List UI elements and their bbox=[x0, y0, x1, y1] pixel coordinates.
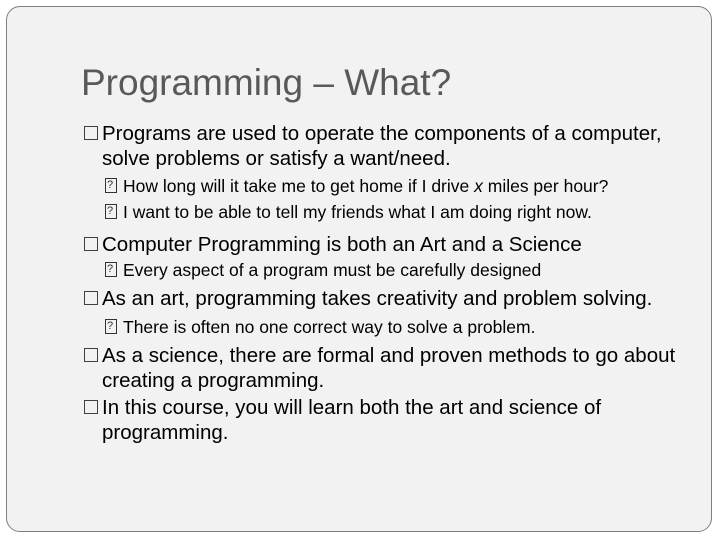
variable-x: x bbox=[474, 176, 483, 196]
sub-list-item bbox=[83, 316, 683, 338]
square-bullet-icon bbox=[84, 237, 98, 251]
square-bullet-icon bbox=[84, 400, 98, 414]
missing-glyph-icon bbox=[105, 319, 117, 334]
list-item bbox=[83, 395, 683, 445]
list-item bbox=[83, 232, 683, 257]
sub-bullet-text: I want to be able to tell my friends what I am doing right now. bbox=[123, 202, 592, 222]
missing-glyph-icon bbox=[105, 204, 117, 219]
sub-bullet-text: Every aspect of a program must be carefully designed bbox=[123, 260, 542, 280]
list-item bbox=[83, 121, 683, 171]
bullet-list bbox=[83, 121, 683, 445]
square-bullet-icon bbox=[84, 291, 98, 305]
square-bullet-icon bbox=[84, 348, 98, 362]
sub-bullet-text bbox=[123, 176, 608, 196]
missing-glyph-icon bbox=[105, 262, 117, 277]
bullet-text: Computer Programming is both an Art and a Science bbox=[102, 233, 582, 256]
square-bullet-icon bbox=[84, 126, 98, 140]
sub-bullet-text-start: How long will it take me to get home if I drive bbox=[123, 176, 475, 196]
bullet-text: Programs are used to operate the components of a computer, solve problems or satisfy a want/need. bbox=[102, 122, 662, 170]
bullet-text: As an art, programming takes creativity and problem solving. bbox=[102, 287, 653, 310]
sub-list-item bbox=[83, 201, 683, 223]
list-item bbox=[83, 286, 683, 311]
sub-bullet-text-end: miles per hour? bbox=[482, 176, 609, 196]
sub-list-item bbox=[83, 175, 683, 197]
missing-glyph-icon bbox=[105, 178, 117, 193]
sub-bullet-text: There is often no one correct way to solve a problem. bbox=[123, 317, 536, 337]
list-item bbox=[83, 343, 683, 393]
bullet-text: In this course, you will learn both the art and science of programming. bbox=[102, 396, 602, 444]
slide bbox=[6, 6, 712, 532]
sub-list-item bbox=[83, 259, 683, 281]
slide-title: Programming – What? bbox=[81, 62, 452, 103]
bullet-text: As a science, there are formal and proven methods to go about creating a programming. bbox=[102, 344, 676, 392]
